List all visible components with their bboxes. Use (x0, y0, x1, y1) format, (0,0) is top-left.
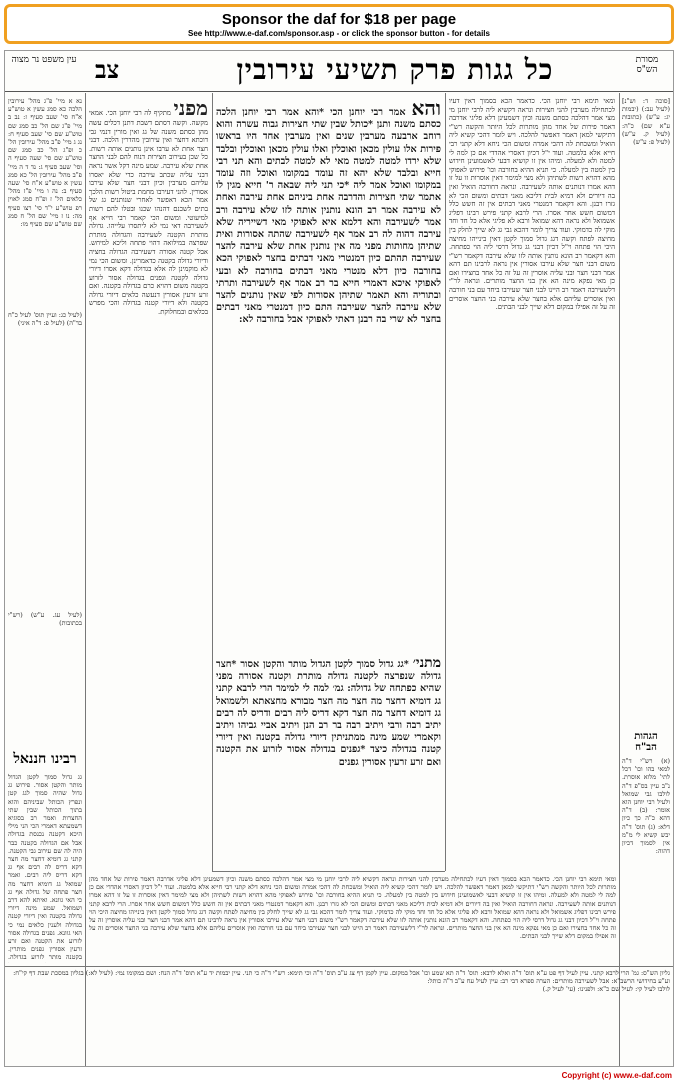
column-divider (85, 93, 86, 1067)
ein-mishpat-entries: נא א מיי' פ"ג מהל' עירובין הלכה כא סמג עשין א טוש"ע א"ח סי' שעב סעיף ז: נב ב מיי' פ"ג שם הל' כב סמג שם טוש"ע שם סי' שעב סעיף ח: נג ג מיי' פ"ב מהל' עירובין הל' כ ופ"ג הל' כב סמג שם טוש"ע שם סי' שעה סעיף ה וסי' שעב סעיף ג: נד ד ה מיי' פ"ב מהל' עירובין הל' כא סמג עשין א טוש"ע א"ח סי' שעה סעיף ב: נה ו מיי' פ"ז מהל' כלאים הל' ז ופ"ח סמג לאוין רפ טוש"ע י"ד סי' רצו סעיף מה: נו ז מיי' שם הל' ח סמג שם טוש"ע שם סעיף מו: (8, 97, 82, 229)
left-note-top (8, 311, 82, 351)
tosafot-text: ומאי תימא רבי יוחנן הכי. כדאמר הכא בסמוך דאין דעיו לכתחילה מערבין להני חצירות ונראה דקשיא ליה לרבי יוחנן מי מצי אמר דהלכה כסתם משנה וכיון דשמעינן דלא פליגי אדרבה דאמר פירות של אחד מהן מותרות לכל היותר והקשה רש"י דתיקשי למאן דאמר דאפשר להלכה. ויש לומר דהכי קשיא ליה הואיל ומשכחת לה דהכי אמרה ומשום הכי ניחא דלא קתני רבי חייא אלא בלמטה. ועוד י"ל דכיון דאסרי אהדדי אם כן למה לי למטה ולא למעלה. ומיהו אין זו קושיא דבעי לאשמועינן חידוש בין למטה בין למעלה. כי תניא ההיא בחורבה וכו' פירוש לאפוקי מהא דהויא רשות לשתיהן ולא מצי למימר דאין אוסרות זו על זו דהא אמרו דנותנים אותה לשעירבה. ונראה דחורבה הואיל ואין בה דיורים ולא דמיא לבית דליכא מאני דבתים ומשום הכי לא גזרו רבנן. והא דקאמר דמנטרי מאני דבתים אין זה חשש כלל דמשום חשש אחר אסרו. הרי לרבא קתני פירש רבינו דפליג אשמואל ולא נראה דהא שמואל ורבא לא פליגי אלא כל חד וחד מוקי לה כדמוקי. ועוד צריך לומר דהכא גבי גג לא שייך לחלק בין מחיצה לפתח וקשה דגג גדול סמוך לקטן דאין בינייהו מחיצה היכי הוי פתחה וי"ל דכיון דבני גג גדול דרסי ליה הוי כפתחה. והא דקאמר רב הונא נותנין אותה לזו שלא עירבה דקאמר רש"י משום דבני חצר שלא עירבו אסורין אין נראה לרבינו תם דהא אמר דבני חצר ובני עליה אוסרין זה על זה כל אחד בחצירו ואם כן מאי נפקא מינה הא אין בני החצר מותרים. ונראה לר"י דלשעירבה דאמר רב היינו לבני חצר שעירבו ביחד עם בני חורבה ואין אוסרים עליהם אלא בחצר שלא עירבה בני החצר אוסרים זה על זה אפילו במקום דלא שייך לבני הבתים. (449, 97, 615, 312)
tosafot-column (449, 97, 615, 963)
column-divider (212, 93, 213, 871)
left-note-mid-text: (לעיל עג. ע"ש) (רש"י בכתובות) (8, 611, 82, 628)
section-divider (212, 871, 445, 872)
column-divider (619, 93, 620, 1067)
mishnah-marker: מתני׳ (412, 657, 441, 671)
left-note-top-text: (לעיל כג: ועיין תוס' לעיל כ"ח בד"ה) (לעיל פ: ד"ה איני) (8, 311, 82, 328)
masoret-label: מסורת הש"ס (635, 55, 659, 75)
gemara-main (216, 97, 441, 657)
hagahot-habach (622, 757, 670, 962)
rashi-opening-word: מפני (173, 97, 208, 120)
section-divider (5, 966, 673, 967)
page-number: צב (95, 55, 120, 84)
commentary-continuation (89, 875, 616, 963)
page-title: כל גגות פרק תשיעי עירובין (236, 53, 554, 86)
hagahot-title: הגהות הב"ח (634, 731, 658, 753)
masoret-text: [סוכה ד: וש"נ] (לעיל עב:) (יבמות יג: ע"ש) (כתובות ע"א שם) כ"ה: (לעיל ק. ע"ש) (לעיל פ: ע"ש) (622, 97, 670, 147)
gemara-text: אמר רבי יוחנן הכי *והא אמר רבי יוחנן הלכה כסתם משנה ותנן *כותל שבין שתי חצירות גבוה עשרה והוא רוחב ארבעה מערבין שנים ואין מערבין אחד היו בראשו פירות אלו עולין מכאן ואוכלין ואלו עולין מכאן ואוכלין ובלבד שלא ירדו למטה למטה מאי לא למטה לבתים והא תני רבי חייא ובלבד שלא יהא זה עומד במקומו ואוכל וזה עומד במקומו ואוכל אמר ליה *כי תני ליה שבאה ר' חייא מגין לו אתמר שתי חצירות והדרבה אחת ביניהם אחת עירבה ואחת לא עירבה אמר רב הונא נותנין אותה לזו שלא עירבה ורב אמר לשעירבה והא דלמא איא לאפוקי מאי דשייריה שלא עירבה דהוה לה רב אמר אף לשעירבה שהתה אסורות ואית שתיהן מחותות מפני מה אין נותנין אחת שלא עירבה להצר שעירבה תהתם כיון דמנטרי מאני דבתים בחצר לאפוקי הכא בחורבה כיון דלא מנטרי מאני דבתים בחורבה לא ובעי לאפוקי איכא דאמרי חייא בר רב אמר אף לשעירבה ותרתי ובתוריה והא תאמר שתיהן אסורות לפי שאין נותנים להצר שלא עירבה להצר שעירבה התם כיון דמנטרי מאני דבתים בחצר לא שרי בה רבנן דאתי לאפוקי אבל בחורבה לא: (216, 107, 441, 326)
commentary-continuation-text: ומאי תימא רבי יוחנן הכי. כדאמר הכא בסמוך דאין דעיו לכתחילה מערבין להני חצירות ונראה דקשיא ליה לרבי יוחנן מי מצי אמר דהלכה כסתם משנה וכיון דשמעינן דלא פליגי אדרבה דאמר פירות של אחד מהן מותרות לכל היותר והקשה רש"י דתיקשי למאן דאמר דאפשר להלכה. ויש לומר דהכי קשיא ליה הואיל ומשכחת לה דהכי אמרה ומשום הכי ניחא דלא קתני רבי חייא אלא בלמטה. ועוד י"ל דכיון דאסרי אהדדי אם כן למה לי למטה ולא למעלה. ומיהו אין זו קושיא דבעי לאשמועינן חידוש בין למטה בין למעלה. כי תניא ההיא בחורבה וכו' פירוש לאפוקי מהא דהויא רשות לשתיהן ולא מצי למימר דאין אוסרות זו על זו דהא אמרו דנותנים אותה לשעירבה. ונראה דחורבה הואיל ואין בה דיורים ולא דמיא לבית דליכא מאני דבתים ומשום הכי לא גזרו רבנן. והא דקאמר דמנטרי מאני דבתים אין זה חשש כלל דמשום חשש אחר אסרו. הרי לרבא קתני פירש רבינו דפליג אשמואל ולא נראה דהא שמואל ורבא לא פליגי אלא כל חד וחד מוקי לה כדמוקי. ועוד צריך לומר דהכא גבי גג לא שייך לחלק בין מחיצה לפתח וקשה דגג גדול סמוך לקטן דאין בינייהו מחיצה היכי הוי פתחה וי"ל דכיון דבני גג גדול דרסי ליה הוי כפתחה. והא דקאמר רב הונא נותנין אותה לזו שלא עירבה דקאמר רש"י משום דבני חצר שלא עירבו אסורין אין נראה לרבינו תם דהא אמר דבני חצר ובני עליה אוסרין זה על זה כל אחד בחצירו ואם כן מאי נפקא מינה הא אין בני החצר מותרים. ונראה לר"י דלשעירבה דאמר רב היינו לבני חצר שעירבו ביחד עם בני חורבה ואין אוסרים עליהם אלא בחצר שלא עירבה בני החצר אוסרים זה על זה אפילו במקום דלא שייך לבני הבתים. (89, 875, 616, 941)
sponsor-subline[interactable]: See http://www.e-daf.com/sponsor.asp - or click the sponsor button - for details (188, 29, 490, 38)
column-divider (445, 93, 446, 871)
gemara-opening-word: והא (411, 97, 441, 120)
sponsor-banner[interactable] (4, 4, 674, 44)
gilyon-text: גליון הש"ס: גמ' הרי לרבא קתני. עיין לעיל דף פט ע"א תוס' ד"ה ואלא לרבא: תוס' ד"ה תא שמע וכו' אבל במקום. עיין לקמן דף צג ע"ב תוס' ד"ה וכי תימא: רש"י ד"ה כי תני. עיין יבמות יד ע"א תוס' ד"ה הנח: ושם במקומו נמי: (לעיל לא:) בגליון במסכת שבת דף קי"ח: וע"ע בחידושי הרשב"א: אבל לשעירבה מותרים: הערה ספרא דבי רב: עיין לעיל עח ע"ב ד"ה כותל: (13, 969, 670, 986)
sponsor-headline[interactable]: Sponsor the daf for $18 per page (221, 11, 457, 28)
mishnah-section (216, 657, 441, 869)
rabeinu-hananel-title: רבינו חננאל (13, 751, 77, 767)
left-note-mid (8, 611, 82, 635)
rabeinu-hananel-text: גג גדול סמוך לקטן הגדול מותר והקטן אסור. פירוש גג גדול שהיה סמוך לגג קטן ונפרץ הכותל שביניהם והוא בתוך הכותל שבין שתי החצרות ואמר רב בסוגיא דשמעתא דאמרי הכי הני מילי היכא דקטנה נכנסת בגדולה אבל אם הגדולה בקטנה כבר היה לה שם עירוב גבי הקטנה. קתני גג דומיא דחצר מה חצר דקא דריס לה רבים אף גג דקא דריס ליה רבים. ואמר שמואל גג דומיא דחצר מה חצר פתחה של גדולה אף גג כי האי גוונא. ואיתא להא דרב ושמואל. שמע מינה דיורי גדולה בקטנה ואין דיורי קטנה בגדולה ולענין כלאים נמי כי האי גוונא. גפנים בגדולה אסור לזרוע את הקטנה ואם זרע זרעין אסורין גפנים מותרין. בקטנה מותר לזרוע בגדולה. (8, 773, 82, 962)
copyright-notice[interactable]: Copyright (c) www.e-daf.com (561, 1071, 672, 1080)
ein-mishpat-label: עין משפט נר מצוה (11, 55, 77, 65)
gilyon-hashas (8, 969, 670, 1061)
hagahot-text: (א) רש"י ד"ה למאי בהו וכו' דכל לתי' מלוא אוסרת. נ"ב עיין בס"פ ד"ה לולבו גבי שמואל ולעיל רבי יוחנן הוא אומר: (ב) ד"ה דהא כ"ה כך כיון דלא: (ג) תוס' ד"ה יבש קשיא לי מ"מ אין לסמוך דכיון דהוה: (622, 757, 670, 856)
mishnah-text: *גג גדול סמוך לקטן הגדול מותר והקטן אסור *חצר גדולה שנפרצה לקטנה גדולה מותרת וקטנה אסורה מפני שהיא כפתחה של גדולה: גמ׳ למה לי למימר הרי לרבא קתני גג דומיא דחצר מה חצר מה חצר מבורא מחצאתא ולשמואל גג דומיא דחצר מה חצר דקא דריס ליה רבים ודריס לה רבים יתיב רבה ורבי ויתיב רבה בר רב הנן ויתיב אביי גביהו ויתיב וקאמרי שמע מינה ממתניתין דיורי גדולה בקטנה ואין דיורי קטנה בגדולה כיצד *גפנים בגדולה אסור לזרוע את הקטנה ואם זרע זרעין אסורין גפנים (216, 659, 441, 768)
masoret-hashas (622, 97, 670, 657)
rashi-text: מתקיף לה רבי יוחנן הכי. אמאי מקשה. וקשה דסתם דשבת דתנן דכלים עשה מהן כסתם משנה של גג ואין מורין דנמי גבי דוכתא דחצר ואין עירובין מהדרין הלכה. דבני חצר אחת לא ערבו אינן נותנים אותה רשות. כל שכן בעירוב חצירות דנוח להם לבני החצר אחת שלא עירבה. שמע מינה דקל אשר נראה דבני עליה שכתב עירבה כדי שלא יאסרו עליהם מערבין וכיון דבני חצר שלא עירבו אסורין. להני דעירבו מחמת ביטול רשות הלכך אמר הכא דאפשר לאחרי שנותנים גג של בתים לשכנם דהנהו שכנו ובטלו להם רשות למיעוטי. ומשום הכי קאמר רבי חייא אף לשעירבה דאי נמי לא ליתסרו עלייהו. גדולה מותרת הקטנה לשעירבה והגדולה מותרת שפרצה במילואה דהוי פתחה וליכא למיחש. אבל קטנה אסורה דשעירבה הגדולה בחציה ודיורי גדולה בקטנה כדאמרינן. ומשום הכי נמי לא מוקמינן לה אלא בגדולה דקא אסרו דיורי גדולה לקטנה וגפנים בגדולה אסור לזרוע בקטנה משום דהויא כרם בגדולה בקטנה. ואם זרע זרעין אסורין דנעשה כלאים דיורי גדולה בקטנה ולא דיורי קטנה בגדולה והכי מפרש בכלאים ובמחלוקת. (89, 109, 208, 317)
left-note-bottom-text: לולבו לעיל קי: לעיל שם כ"א: ולפנינו: (עי' לעיל ק.) (542, 985, 670, 994)
rabeinu-hananel (8, 773, 82, 963)
rashi-column (89, 97, 208, 867)
talmud-page (4, 50, 674, 1067)
ein-mishpat (8, 97, 82, 297)
page-header (5, 51, 673, 92)
